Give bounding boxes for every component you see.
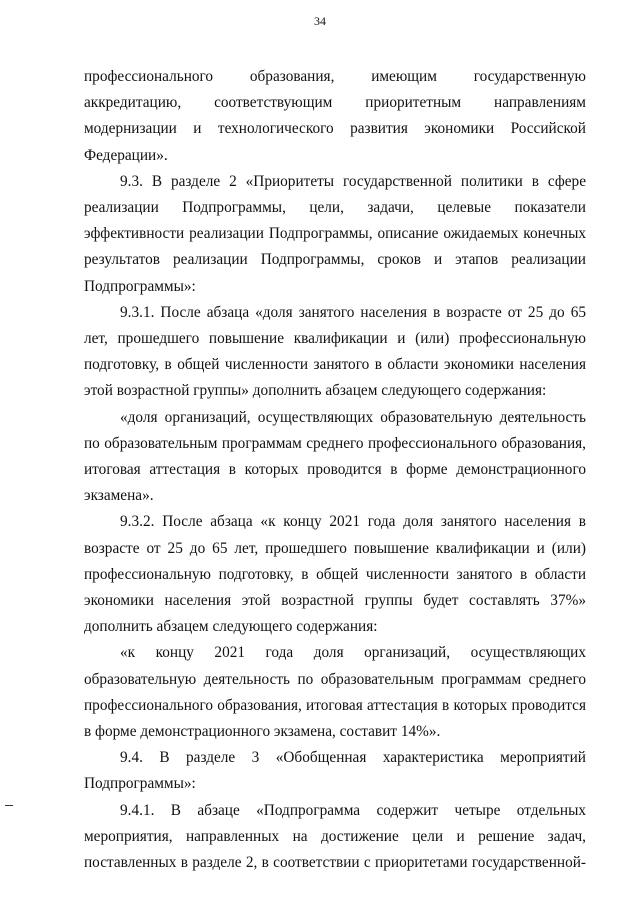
paragraph-9-4-1: 9.4.1. В абзаце «Подпрограмма содержит четыре отдельных мероприятия, направленных на достижение цели и решение задач, поставленных в разделе 2, в соответствии с приоритетами государственной-: [84, 801, 586, 872]
paragraph-9-3-2: 9.3.2. После абзаца «к концу 2021 года доля занятого населения в возрасте от 25 до 65 лет, прошедшего повышение квалификации и (или) профессиональную подготовку, в общей численности занятого в области экономики населения этой возрастной группы будет составлять 37%» дополнить абзацем следующего содержания:: [84, 513, 586, 636]
paragraph-quote-2: «к концу 2021 года доля организаций, осуществляющих образовательную деятельность по образовательным программам среднего профессионального образования, итоговая аттестация в которых проводится в форме демонстрационного экзамена, составит 14%».: [84, 644, 586, 741]
paragraph-9-4: 9.4. В разделе 3 «Обобщенная характеристика мероприятий Подпрограммы»:: [84, 749, 586, 793]
paragraph-continuation: профессионального образования, имеющим государственную аккредитацию, соответствующим приоритетным направлениям модернизации и технологического развития экономики Российской Федерации».: [84, 68, 586, 164]
paragraph-9-3: 9.3. В разделе 2 «Приоритеты государственной политики в сфере реализации Подпрограммы, цели, задачи, целевые показатели эффективности реализации Подпрограммы, описание ожидаемых конечных результатов реализации Подпрограммы, сроков и этапов реализации Подпрограммы»:: [84, 172, 586, 295]
page-number: 34: [314, 14, 326, 28]
paragraph-quote-1: «доля организаций, осуществляющих образовательную деятельность по образовательным программам среднего профессионального образования, итоговая аттестация в которых проводится в форме демонстрационного экзамена».: [84, 408, 586, 505]
document-body: [84, 64, 586, 876]
paragraph-9-3-1: 9.3.1. После абзаца «доля занятого населения в возрасте от 25 до 65 лет, прошедшего повышение квалификации и (или) профессиональную подготовку, в общей численности занятого в области экономики населения этой возрастной группы» дополнить абзацем следующего содержания:: [84, 303, 586, 400]
margin-dash-mark: [5, 805, 13, 806]
